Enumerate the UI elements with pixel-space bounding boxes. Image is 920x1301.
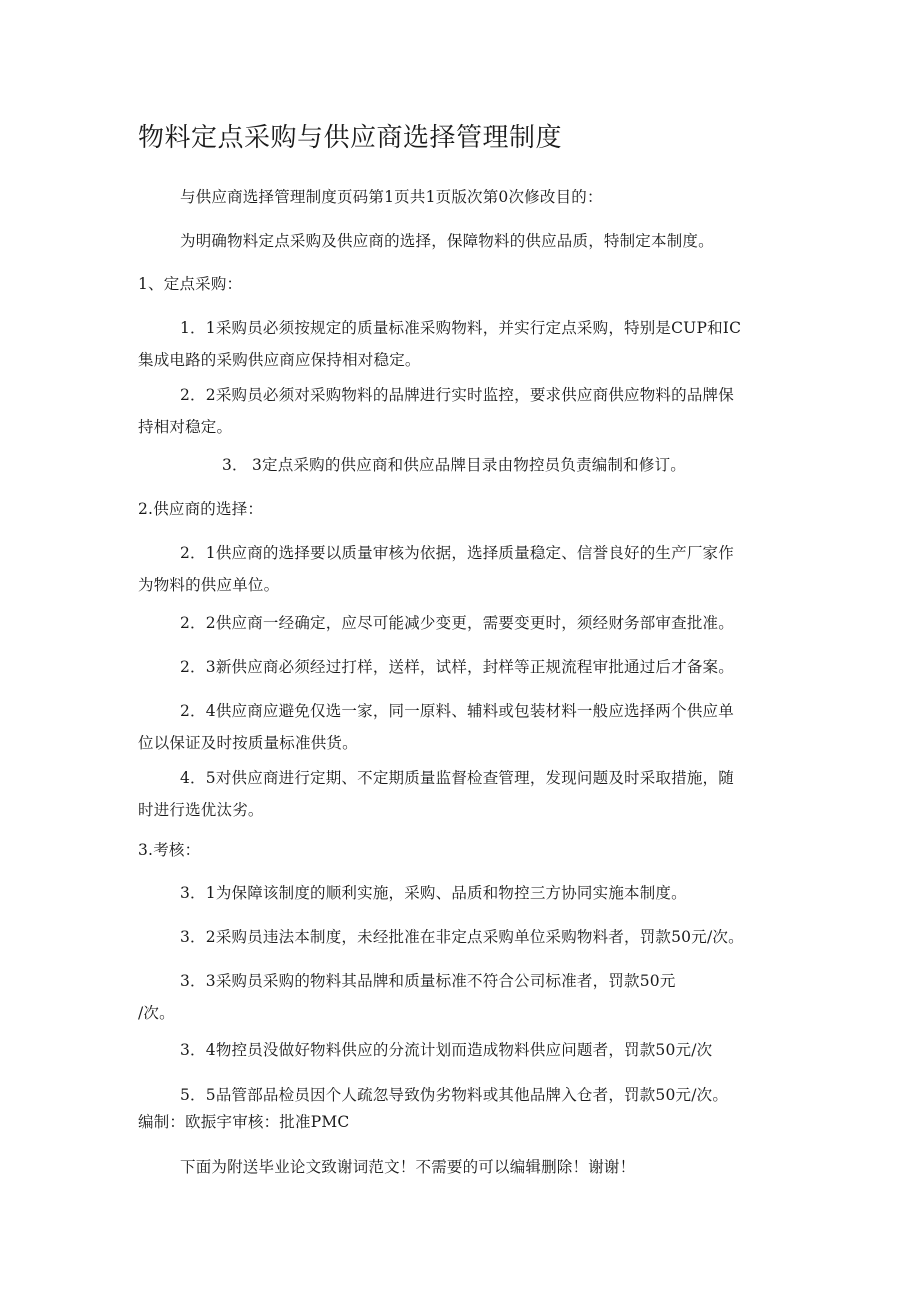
- section2-item4-line2: 位以保证及时按质量标准供货。: [138, 734, 358, 752]
- section3-item3-line2: /次。: [138, 1004, 175, 1022]
- section1-item1-line2: 集成电路的采购供应商应保持相对稳定。: [138, 351, 421, 369]
- section3-item3: [138, 965, 788, 1029]
- section1-item2-line1: 2．2采购员必须对采购物料的品牌进行实时监控，要求供应商供应物料的品牌保: [180, 386, 734, 404]
- section2-item3: 2．3新供应商必须经过打样，送样，试样，封样等正规流程审批通过后才备案。: [180, 658, 734, 676]
- section1-item2: [138, 379, 788, 443]
- section3-item4: 3．4物控员没做好物料供应的分流计划而造成物料供应问题者，罚款50元/次: [180, 1041, 713, 1059]
- section3-heading: 3.考核：: [138, 841, 201, 859]
- document-title: 物料定点采购与供应商选择管理制度: [138, 123, 563, 153]
- section3-item3-line1: 3．3采购员采购的物料其品牌和质量标准不符合公司标准者，罚款50元: [180, 972, 676, 990]
- section2-item5: [138, 762, 788, 826]
- section3-item1: 3．1为保障该制度的顺利实施，采购、品质和物控三方协同实施本制度。: [180, 884, 687, 902]
- section2-item1: [138, 537, 788, 601]
- section3-item2: 3．2采购员违法本制度，未经批准在非定点采购单位采购物料者，罚款50元/次。: [180, 928, 744, 946]
- section2-item4-line1: 2．4供应商应避免仅选一家，同一原料、辅料或包装材料一般应选择两个供应单: [180, 702, 734, 720]
- section3-item5: 5．5品管部品检员因个人疏忽导致伪劣物料或其他品牌入仓者，罚款50元/次。: [180, 1086, 729, 1104]
- section1-item3-number: 3．: [222, 456, 248, 474]
- appendix-note: 下面为附送毕业论文致谢词范文！不需要的可以编辑删除！谢谢！: [180, 1158, 636, 1176]
- purpose-paragraph: 为明确物料定点采购及供应商的选择，保障物料的供应品质，特制定本制度。: [180, 232, 714, 250]
- signoff-line: 编制：欧振宇审核：批准PMC: [138, 1113, 350, 1131]
- section1-item1-line1: 1．1采购员必须按规定的质量标准采购物料，并实行定点采购，特别是CUP和IC: [180, 319, 742, 337]
- section2-item4: [138, 695, 788, 759]
- section2-item1-line2: 为物料的供应单位。: [138, 576, 280, 594]
- section2-item5-line1: 4．5对供应商进行定期、不定期质量监督检查管理，发现问题及时采取措施，随: [180, 769, 734, 787]
- section2-item5-line2: 时进行选优汰劣。: [138, 801, 264, 819]
- section1-item2-line2: 持相对稳定。: [138, 418, 233, 436]
- section1-item3-text: 3定点采购的供应商和供应品牌目录由物控员负责编制和修订。: [252, 456, 686, 474]
- section1-item3: [138, 449, 788, 481]
- intro-paragraph: 与供应商选择管理制度页码第1页共1页版次第0次修改目的：: [180, 188, 603, 206]
- section2-heading: 2.供应商的选择：: [138, 500, 264, 518]
- section2-item2: 2．2供应商一经确定，应尽可能减少变更，需要变更时，须经财务部审查批准。: [180, 614, 734, 632]
- section1-heading: 1、定点采购：: [138, 275, 243, 293]
- section2-item1-line1: 2．1供应商的选择要以质量审核为依据，选择质量稳定、信誉良好的生产厂家作: [180, 544, 734, 562]
- section1-item1: [138, 312, 788, 376]
